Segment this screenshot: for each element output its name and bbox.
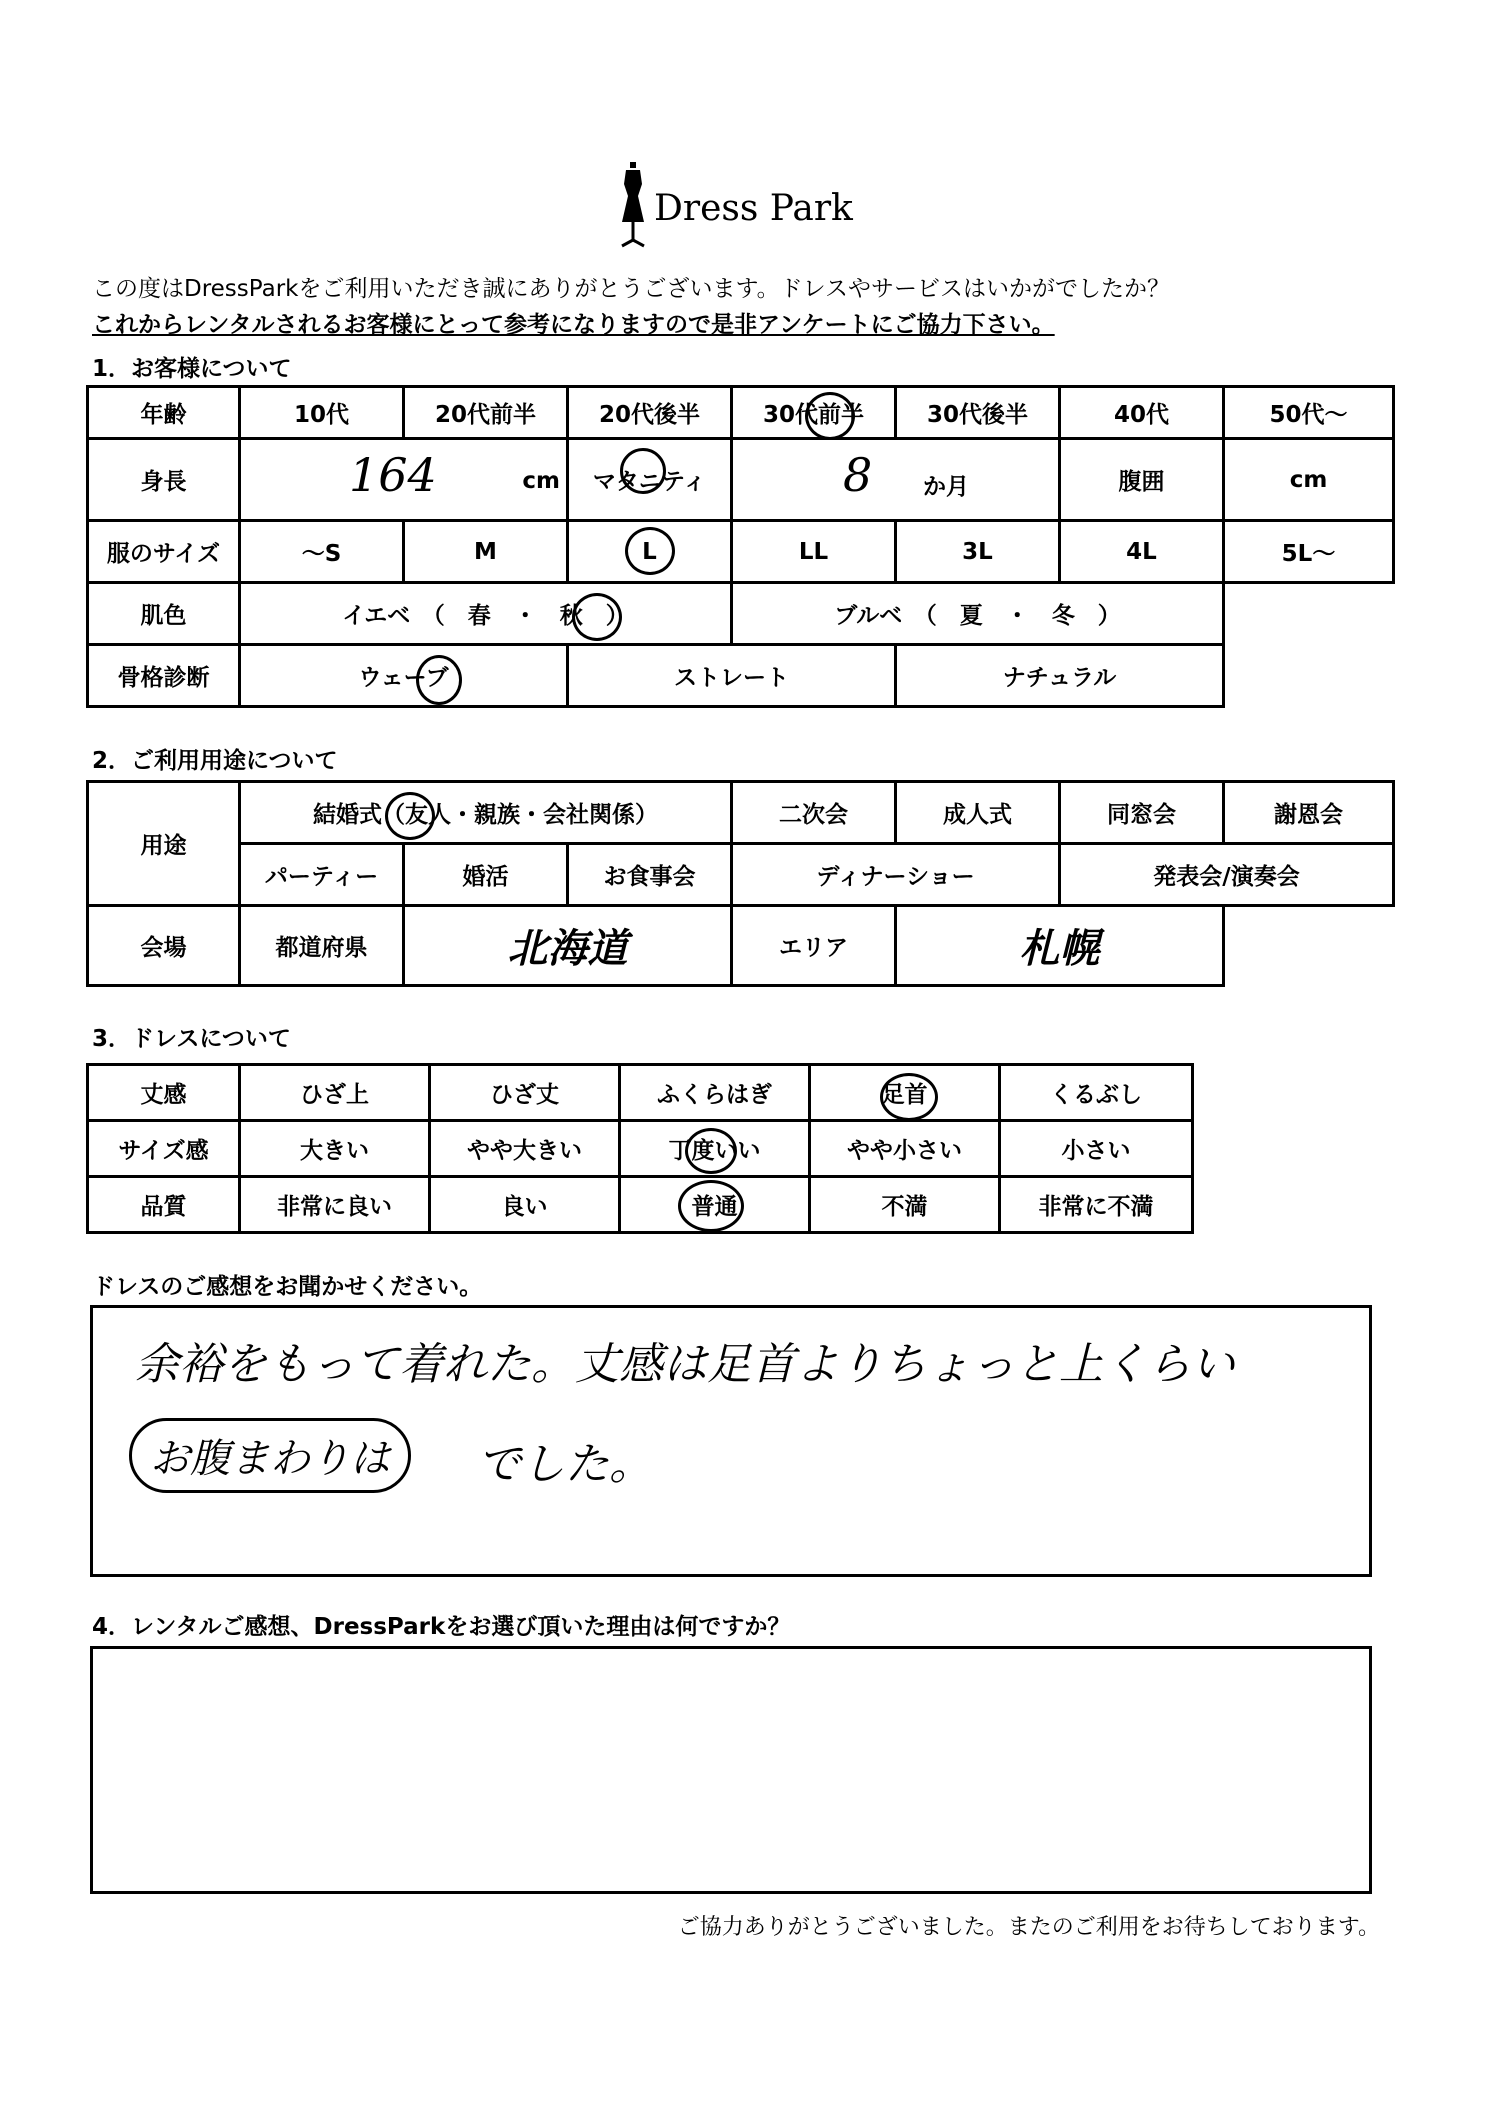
skin-label: 肌色 <box>88 583 240 645</box>
purpose-option[interactable]: 同窓会 <box>1060 782 1224 844</box>
option[interactable]: やや小さい <box>810 1121 1000 1177</box>
size-option[interactable]: 3L <box>896 521 1060 583</box>
size-option[interactable]: M <box>404 521 568 583</box>
row-label: 丈感 <box>88 1065 240 1121</box>
frame-option[interactable]: ウェーブ <box>240 645 568 707</box>
empty-cell <box>1224 645 1394 707</box>
size-option[interactable]: ～S <box>240 521 404 583</box>
skin-blue[interactable]: ブルベ （ 夏 ・ 冬 ） <box>732 583 1224 645</box>
option[interactable]: 足首 <box>810 1065 1000 1121</box>
quality-row <box>88 1177 1193 1233</box>
section-1-title: 1．お客様について <box>92 356 292 382</box>
option[interactable]: 小さい <box>1000 1121 1193 1177</box>
height-unit: cm <box>522 468 560 494</box>
area-value[interactable]: 札幌 <box>896 906 1224 986</box>
purpose-option[interactable]: ディナーショー <box>732 844 1060 906</box>
prefecture-label: 都道府県 <box>240 906 404 986</box>
dress-form-icon <box>618 162 648 250</box>
waist-label: 腹囲 <box>1060 439 1224 521</box>
size-option[interactable]: L <box>568 521 732 583</box>
waist-unit[interactable]: cm <box>1224 439 1394 521</box>
intro-line-2: これからレンタルされるお客様にとって参考になりますので是非アンケートにご協力下さい。 <box>92 312 1055 338</box>
option[interactable]: やや大きい <box>430 1121 620 1177</box>
section-4-title: 4．レンタルご感想、DressParkをお選び頂いた理由は何ですか？ <box>92 1614 791 1640</box>
frame-label: 骨格診断 <box>88 645 240 707</box>
purpose-label: 用途 <box>88 782 240 906</box>
option[interactable]: くるぶし <box>1000 1065 1193 1121</box>
section-2-title: 2．ご利用用途について <box>92 748 338 774</box>
purpose-option[interactable]: 二次会 <box>732 782 896 844</box>
age-option[interactable]: 50代～ <box>1224 387 1394 439</box>
age-option[interactable]: 30代後半 <box>896 387 1060 439</box>
age-option[interactable]: 20代前半 <box>404 387 568 439</box>
height-row <box>88 439 1394 521</box>
age-option[interactable]: 20代後半 <box>568 387 732 439</box>
intro-line-1: この度はDressParkをご利用いただき誠にありがとうございます。ドレスやサービスはいかがでしたか？ <box>92 276 1170 302</box>
age-label: 年齢 <box>88 387 240 439</box>
purpose-option[interactable]: 謝恩会 <box>1224 782 1394 844</box>
length-row <box>88 1065 1193 1121</box>
purpose-table <box>86 780 1395 987</box>
brand-logo <box>618 162 868 252</box>
comments-prompt: ドレスのご感想をお聞かせください。 <box>92 1274 483 1300</box>
row-label: サイズ感 <box>88 1121 240 1177</box>
option[interactable]: ふくらはぎ <box>620 1065 810 1121</box>
purpose-option[interactable]: 婚活 <box>404 844 568 906</box>
purpose-option[interactable]: 結婚式（友人・親族・会社関係） <box>240 782 732 844</box>
option[interactable]: 非常に不満 <box>1000 1177 1193 1233</box>
section-3-title: 3．ドレスについて <box>92 1026 291 1052</box>
empty-cell <box>1224 906 1394 986</box>
venue-label: 会場 <box>88 906 240 986</box>
comment-insert: お腹まわりは <box>129 1418 411 1493</box>
prefecture-value[interactable]: 北海道 <box>404 906 732 986</box>
dress-table <box>86 1063 1194 1234</box>
height-cell[interactable] <box>240 439 568 521</box>
skin-yellow[interactable]: イエベ （ 春 ・ 秋 ） <box>240 583 732 645</box>
reason-box[interactable] <box>90 1646 1372 1894</box>
area-label: エリア <box>732 906 896 986</box>
purpose-option[interactable]: 発表会/演奏会 <box>1060 844 1394 906</box>
customer-table <box>86 385 1395 708</box>
height-label: 身長 <box>88 439 240 521</box>
option[interactable]: ひざ上 <box>240 1065 430 1121</box>
footer-thanks: ご協力ありがとうございました。またのご利用をお待ちしております。 <box>677 1915 1380 1940</box>
maternity-label: マタニティ <box>568 439 732 521</box>
fit-row <box>88 1121 1193 1177</box>
size-option[interactable]: LL <box>732 521 896 583</box>
maternity-unit: か月 <box>923 474 969 500</box>
purpose-option[interactable]: 成人式 <box>896 782 1060 844</box>
size-option[interactable]: 4L <box>1060 521 1224 583</box>
size-label: 服のサイズ <box>88 521 240 583</box>
purpose-option[interactable]: お食事会 <box>568 844 732 906</box>
maternity-cell[interactable] <box>732 439 1060 521</box>
age-option[interactable]: 30代前半 <box>732 387 896 439</box>
purpose-row-1 <box>88 782 1394 844</box>
size-row <box>88 521 1394 583</box>
option[interactable]: 良い <box>430 1177 620 1233</box>
frame-option[interactable]: ナチュラル <box>896 645 1224 707</box>
option[interactable]: 普通 <box>620 1177 810 1233</box>
age-row <box>88 387 1394 439</box>
frame-row <box>88 645 1394 707</box>
purpose-option[interactable]: パーティー <box>240 844 404 906</box>
option[interactable]: 大きい <box>240 1121 430 1177</box>
empty-cell <box>1224 583 1394 645</box>
row-label: 品質 <box>88 1177 240 1233</box>
age-option[interactable]: 10代 <box>240 387 404 439</box>
comment-line-1: 余裕をもって着れた。丈感は足首よりちょっと上くらい <box>135 1339 1235 1390</box>
venue-row <box>88 906 1394 986</box>
option[interactable]: 丁度いい <box>620 1121 810 1177</box>
comment-line-2: でした。 <box>477 1439 653 1490</box>
age-option[interactable]: 40代 <box>1060 387 1224 439</box>
skin-row <box>88 583 1394 645</box>
frame-option[interactable]: ストレート <box>568 645 896 707</box>
size-option[interactable]: 5L～ <box>1224 521 1394 583</box>
option[interactable]: 非常に良い <box>240 1177 430 1233</box>
maternity-value: 8 <box>843 448 873 502</box>
option[interactable]: 不満 <box>810 1177 1000 1233</box>
option[interactable]: ひざ丈 <box>430 1065 620 1121</box>
height-value: 164 <box>349 448 437 502</box>
purpose-row-2 <box>88 844 1394 906</box>
brand-name: Dress Park <box>654 188 853 229</box>
comments-box[interactable] <box>90 1305 1372 1577</box>
